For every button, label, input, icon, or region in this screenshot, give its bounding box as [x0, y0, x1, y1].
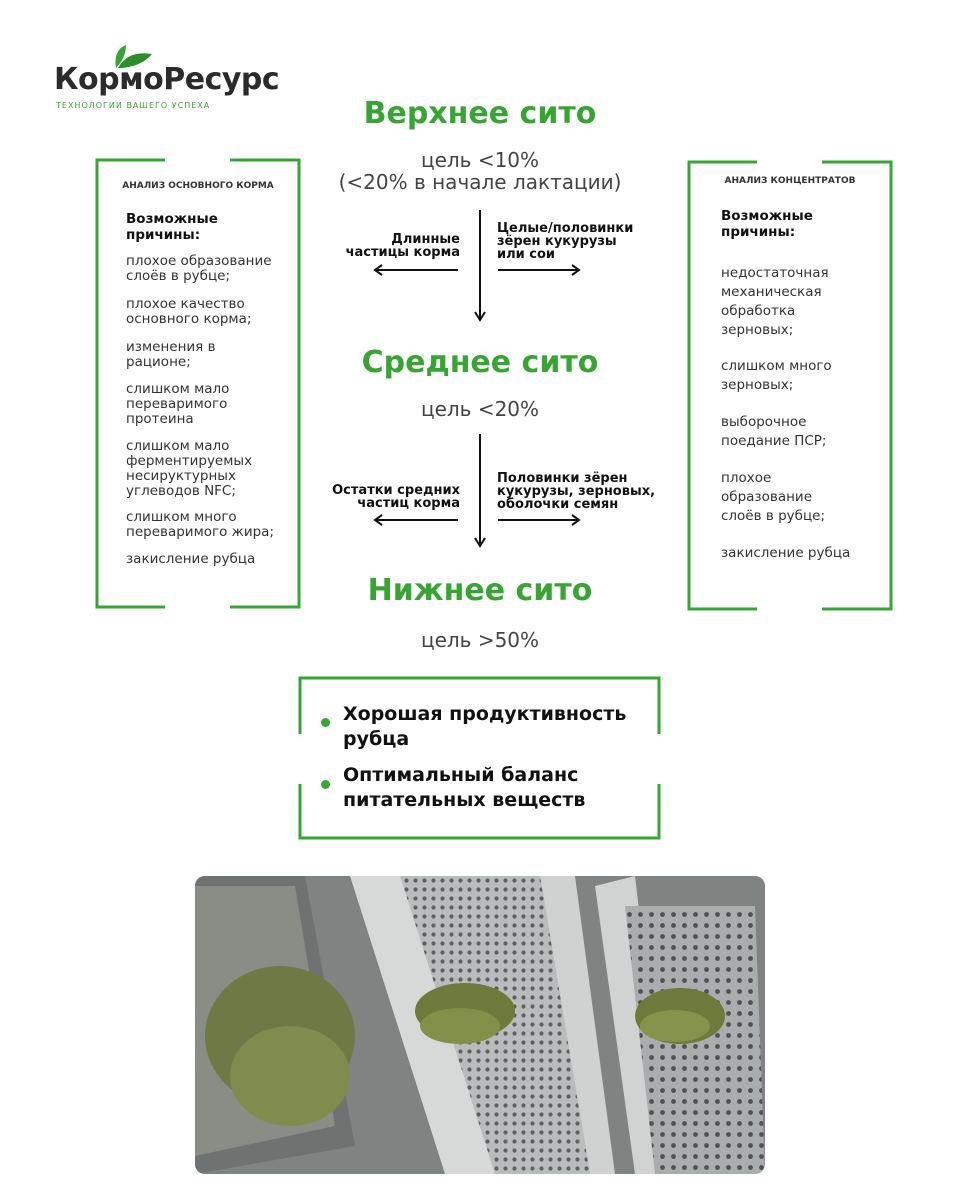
right-panel-frame-right — [822, 162, 891, 609]
middle-sieve-title: Среднее сито — [361, 345, 599, 380]
left-panel-item: слишком много переваримого жира; — [126, 509, 274, 540]
right-panel-item: недостаточная механическая обработка зерновых; — [721, 265, 829, 338]
middle-right-label: Половинки зёрен кукурузы, зерновых, оболочки семян — [497, 471, 656, 512]
left-panel-item: изменения в рационе; — [126, 339, 216, 370]
left-panel-item: плохое качество основного корма; — [126, 296, 252, 327]
top-left-label: Длинные частицы корма — [345, 232, 460, 260]
right-panel-item: выборочное поедание ПСР; — [721, 414, 827, 449]
right-panel-title: АНАЛИЗ КОНЦЕНТРАТОВ — [724, 176, 856, 186]
right-panel-subtitle: Возможные причины: — [721, 208, 813, 240]
right-panel-item: слишком много зерновых; — [721, 358, 832, 393]
bullet-icon — [321, 780, 330, 789]
top-right-label: Целые/половинки зёрен кукурузы или сои — [497, 221, 634, 262]
brand-name: КормоРесурс — [54, 62, 280, 97]
sieve-photo — [195, 876, 765, 1174]
left-panel-item: плохое образование слоёв в рубце; — [126, 253, 272, 284]
middle-left-label: Остатки средних частиц корма — [332, 483, 460, 511]
left-panel-item: слишком мало переваримого протеина — [126, 381, 230, 427]
left-panel-item: слишком мало ферментируемых несируктурных углеводов NFC; — [126, 438, 253, 499]
right-panel-item: плохое образование слоёв в рубце; — [721, 470, 826, 524]
brand-tagline: ТЕХНОЛОГИИ ВАШЕГО УСПЕХА — [56, 101, 211, 110]
bottom-sieve-goal: цель >50% — [420, 628, 540, 652]
left-panel-title: АНАЛИЗ ОСНОВНОГО КОРМА — [122, 181, 274, 191]
right-panel-item: закисление рубца — [721, 545, 851, 561]
top-sieve-goal-line1: цель <10% — [420, 148, 540, 172]
bottom-sieve-title: Нижнее сито — [367, 573, 593, 608]
top-sieve-goal-line2: (<20% в начале лактации) — [338, 170, 622, 194]
result-item-1: Хорошая продуктивность рубца — [343, 703, 627, 750]
result-item-2: Оптимальный баланс питательных веществ — [343, 764, 586, 811]
top-sieve-title: Верхнее сито — [363, 96, 597, 131]
left-panel-subtitle: Возможные причины: — [126, 211, 218, 243]
middle-sieve-goal: цель <20% — [420, 397, 540, 421]
bullet-icon — [321, 718, 330, 727]
left-panel-item: закисление рубца — [126, 551, 256, 567]
